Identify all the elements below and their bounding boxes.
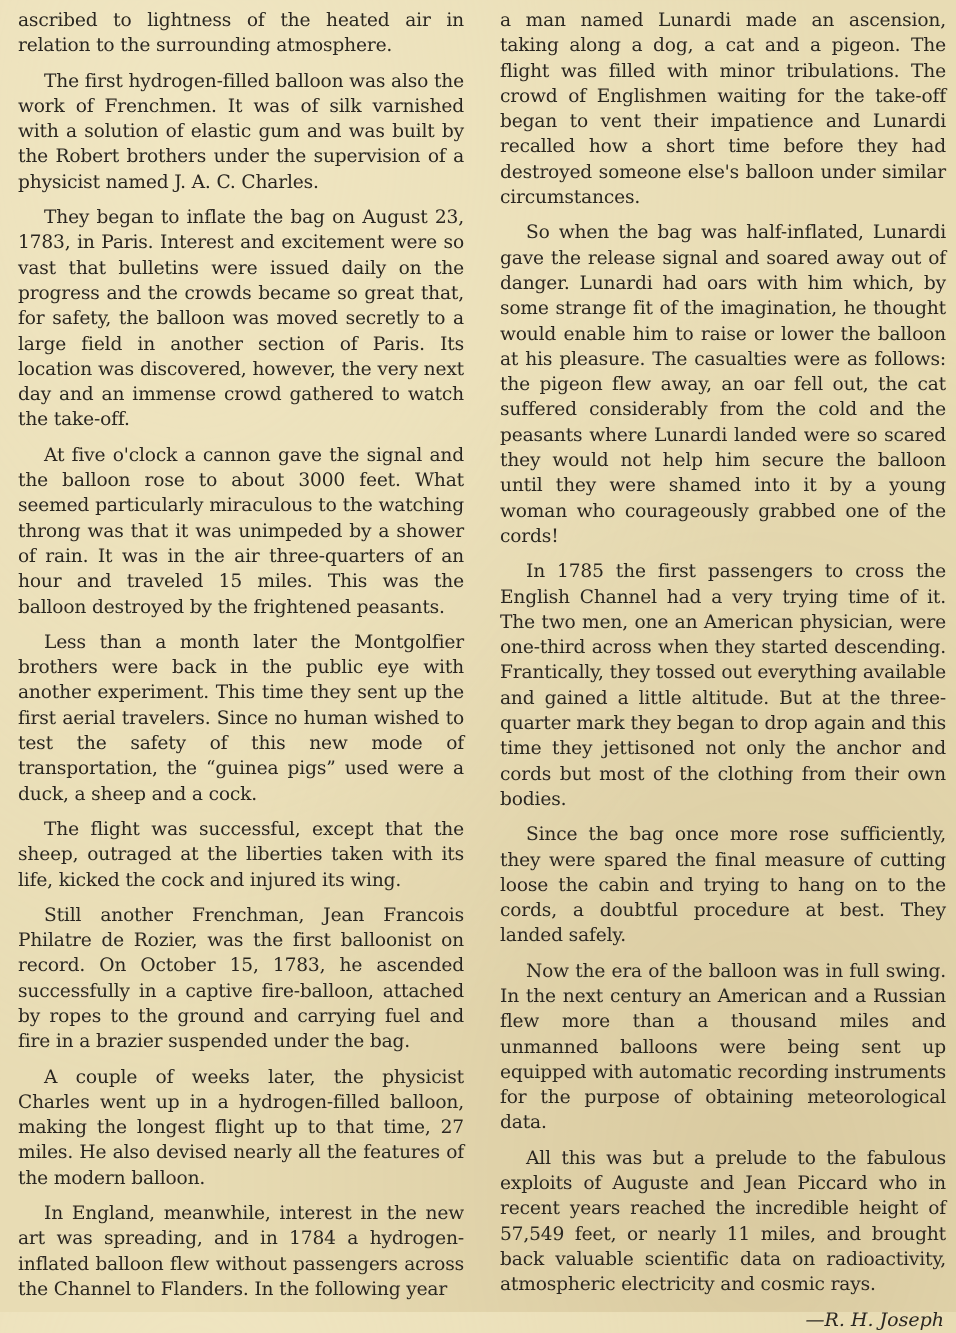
left-column [18,8,464,1312]
paragraph: Now the era of the balloon was in full swing. In the next century an American and a Russian flew more than a thousand miles and unmanned balloons were being sent up equipped with automatic recording instruments for the purpose of obtaining meteorological data. [500,960,946,1134]
paragraph: Since the bag once more rose sufficiently, they were spared the final measure of cutting loose the cabin and trying to hang on to the cords, a doubtful procedure at best. They landed safely. [500,824,946,947]
paragraph-continued: ascribed to lightness of the heated air in relation to the surrounding atmosphere. [18,10,464,57]
author-signature: —R. H. Joseph [805,1308,944,1331]
right-column [500,8,946,1331]
paragraph: They began to inflate the bag on August 23, 1783, in Paris. Interest and excitement were so vast that bulletins were issued daily on the progress and the crowds became so great that, for safety, the balloon was moved secretly to a large field in another section of Paris. Its location was discovered, however, the very next day and an immense crowd gathered to watch the take-off. [18,207,464,431]
paragraph: At five o'clock a cannon gave the signal and the balloon rose to about 3000 feet. What seemed particularly miraculous to the watching throng was that it was unimpeded by a shower of rain. It was in the air three-quarters of an hour and traveled 15 miles. This was the balloon destroyed by the frightened peasants. [18,444,464,618]
paragraph: In 1785 the first passengers to cross the English Channel had a very trying time of it. The two men, one an American physician, were one-third across when they started descending. Frantically, they tossed out everything available and gained a little altitude. But at the three-quarter mark they began to drop again and this time they jettisoned not only the anchor and cords but most of the clothing from their own bodies. [500,561,946,810]
paragraph: The flight was successful, except that the sheep, outraged at the liberties taken with its life, kicked the cock and injured its wing. [18,818,464,891]
paragraph: A couple of weeks later, the physicist Charles went up in a hydrogen-filled balloon, making the longest flight up to that time, 27 miles. He also devised nearly all the features of the modern balloon. [18,1066,464,1189]
paragraph: Still another Frenchman, Jean Francois Philatre de Rozier, was the first balloonist on record. On October 15, 1783, he ascended successfully in a captive fire-balloon, attached by ropes to the ground and carrying fuel and fire in a brazier suspended under the bag. [18,904,464,1053]
paragraph-continued: a man named Lunardi made an ascension, taking along a dog, a cat and a pigeon. The flight was filled with minor tribulations. The crowd of Englishmen waiting for the take-off began to vent their impatience and Lunardi recalled how a short time before they had destroyed someone else's balloon under similar circumstances. [500,10,946,209]
paragraph: In England, meanwhile, interest in the new art was spreading, and in 1784 a hydrogen-inflated balloon flew without passengers across the Channel to Flanders. In the following year [18,1203,464,1300]
paragraph: All this was but a prelude to the fabulous exploits of Auguste and Jean Piccard who in recent years reached the incredible height of 57,549 feet, or nearly 11 miles, and brought back valuable scientific data on radioactivity, atmospheric electricity and cosmic rays. [500,1147,946,1296]
paragraph: So when the bag was half-inflated, Lunardi gave the release signal and soared away out of danger. Lunardi had oars with him which, by some strange fit of the imagination, he thought would enable him to raise or lower the balloon at his pleasure. The casualties were as follows: the pigeon flew away, an oar fell out, the cat suffered considerably from the cold and the peasants where Lunardi landed were so scared they would not help him secure the balloon until they were shamed into it by a young woman who courageously grabbed one of the cords! [500,222,946,547]
paragraph: Less than a month later the Montgolfier brothers were back in the public eye with another experiment. This time they sent up the first aerial travelers. Since no human wished to test the safety of this new mode of transportation, the “guinea pigs” used were a duck, a sheep and a cock. [18,631,464,805]
paragraph: The first hydrogen-filled balloon was also the work of Frenchmen. It was of silk varnished with a solution of elastic gum and was built by the Robert brothers under the supervision of a physicist named J. A. C. Charles. [18,70,464,193]
